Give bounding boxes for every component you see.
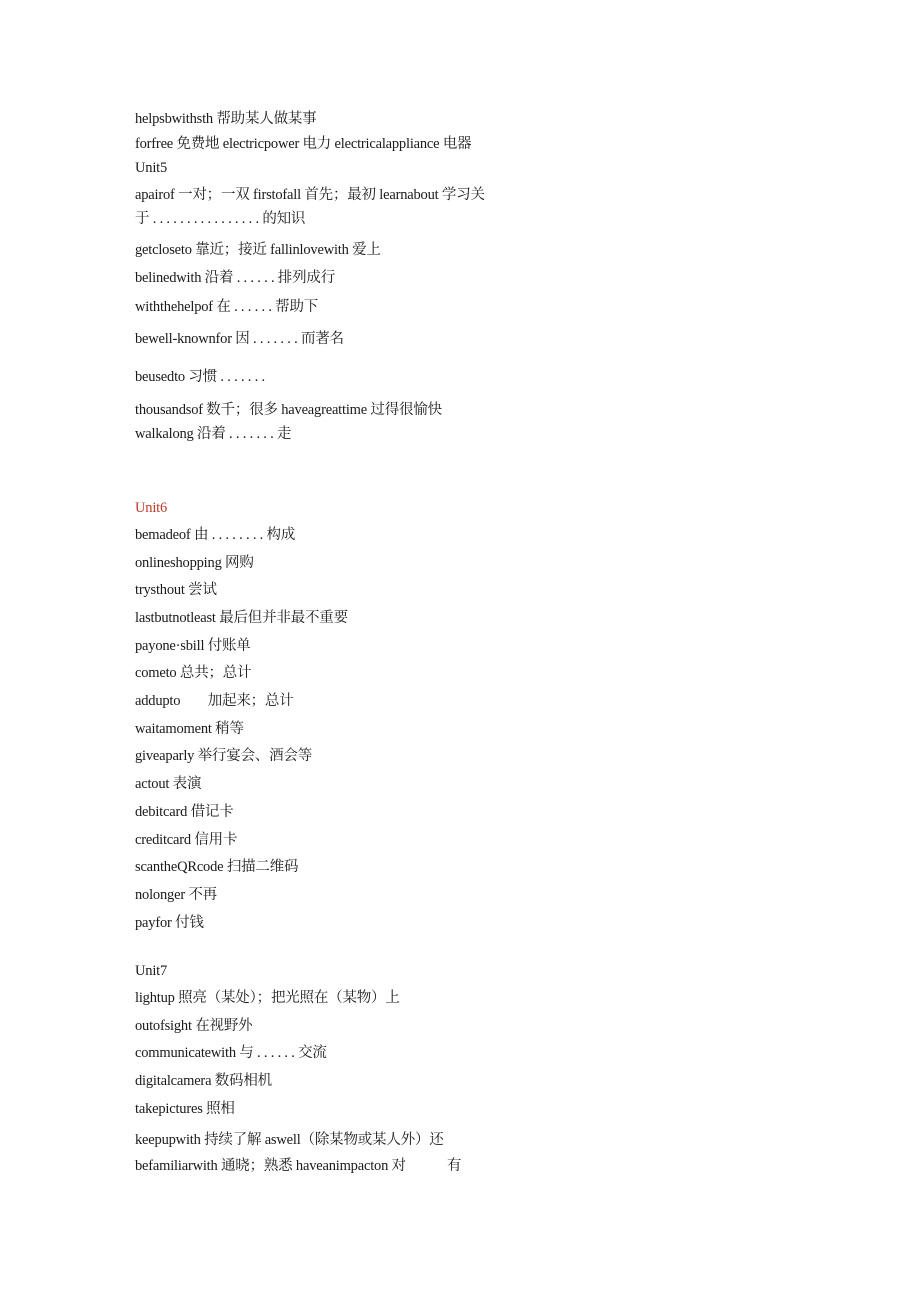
- vocab-line: debitcard 借记卡: [135, 804, 234, 820]
- vocab-line: cometo 总共；总计: [135, 665, 252, 681]
- vocab-line: keepupwith 持续了解 aswell（除某物或某人外）还: [135, 1132, 444, 1148]
- vocab-line: walkalong 沿着 . . . . . . . 走: [135, 426, 292, 442]
- vocab-line: addupto 加起来；总计: [135, 693, 294, 709]
- vocab-line: payone·sbill 付账单: [135, 638, 251, 654]
- vocab-line: takepictures 照相: [135, 1101, 235, 1117]
- unit-heading: Unit6: [135, 500, 168, 516]
- vocab-line: actout 表演: [135, 776, 202, 792]
- vocab-line: onlineshopping 网购: [135, 555, 254, 571]
- unit-heading: Unit7: [135, 963, 168, 979]
- vocab-line: getcloseto 靠近；接近 fallinlovewith 爱上: [135, 242, 381, 258]
- vocab-line: lightup 照亮（某处）；把光照在（某物）上: [135, 990, 400, 1006]
- vocab-line: belinedwith 沿着 . . . . . . 排列成行: [135, 270, 336, 286]
- vocab-line: bewell-knownfor 因 . . . . . . . 而著名: [135, 331, 344, 347]
- vocab-line: withthehelpof 在 . . . . . . 帮助下: [135, 299, 319, 315]
- vocab-line: helpsbwithsth 帮助某人做某事: [135, 111, 317, 127]
- vocab-line: thousandsof 数千；很多 haveagreattime 过得很愉快: [135, 402, 442, 418]
- vocab-line: digitalcamera 数码相机: [135, 1073, 272, 1089]
- vocab-line: scantheQRcode 扫描二维码: [135, 859, 299, 875]
- vocab-line: beusedto 习惯 . . . . . . .: [135, 369, 265, 385]
- vocab-line: apairof 一对；一双 firstofall 首先；最初 learnabout 学习关于 . . . . . . . . . . . . . . . . 的知识: [135, 187, 485, 227]
- vocab-line: payfor 付钱: [135, 915, 204, 931]
- vocab-line: giveaparly 举行宴会、酒会等: [135, 748, 313, 764]
- vocab-line: outofsight 在视野外: [135, 1018, 253, 1034]
- vocab-line: trysthout 尝试: [135, 582, 217, 598]
- vocab-line: forfree 免费地 electricpower 电力 electricalappliance 电器 Unit5: [135, 136, 472, 176]
- vocab-line: communicatewith 与 . . . . . . 交流: [135, 1045, 327, 1061]
- vocab-line: bemadeof 由 . . . . . . . . 构成: [135, 527, 296, 543]
- vocab-line: waitamoment 稍等: [135, 721, 244, 737]
- vocab-line: befamiliarwith 通晓；熟悉 haveanimpacton 对 有: [135, 1158, 462, 1174]
- vocab-line: creditcard 信用卡: [135, 832, 238, 848]
- vocab-line: lastbutnotleast 最后但并非最不重要: [135, 610, 348, 626]
- vocab-line: nolonger 不再: [135, 887, 217, 903]
